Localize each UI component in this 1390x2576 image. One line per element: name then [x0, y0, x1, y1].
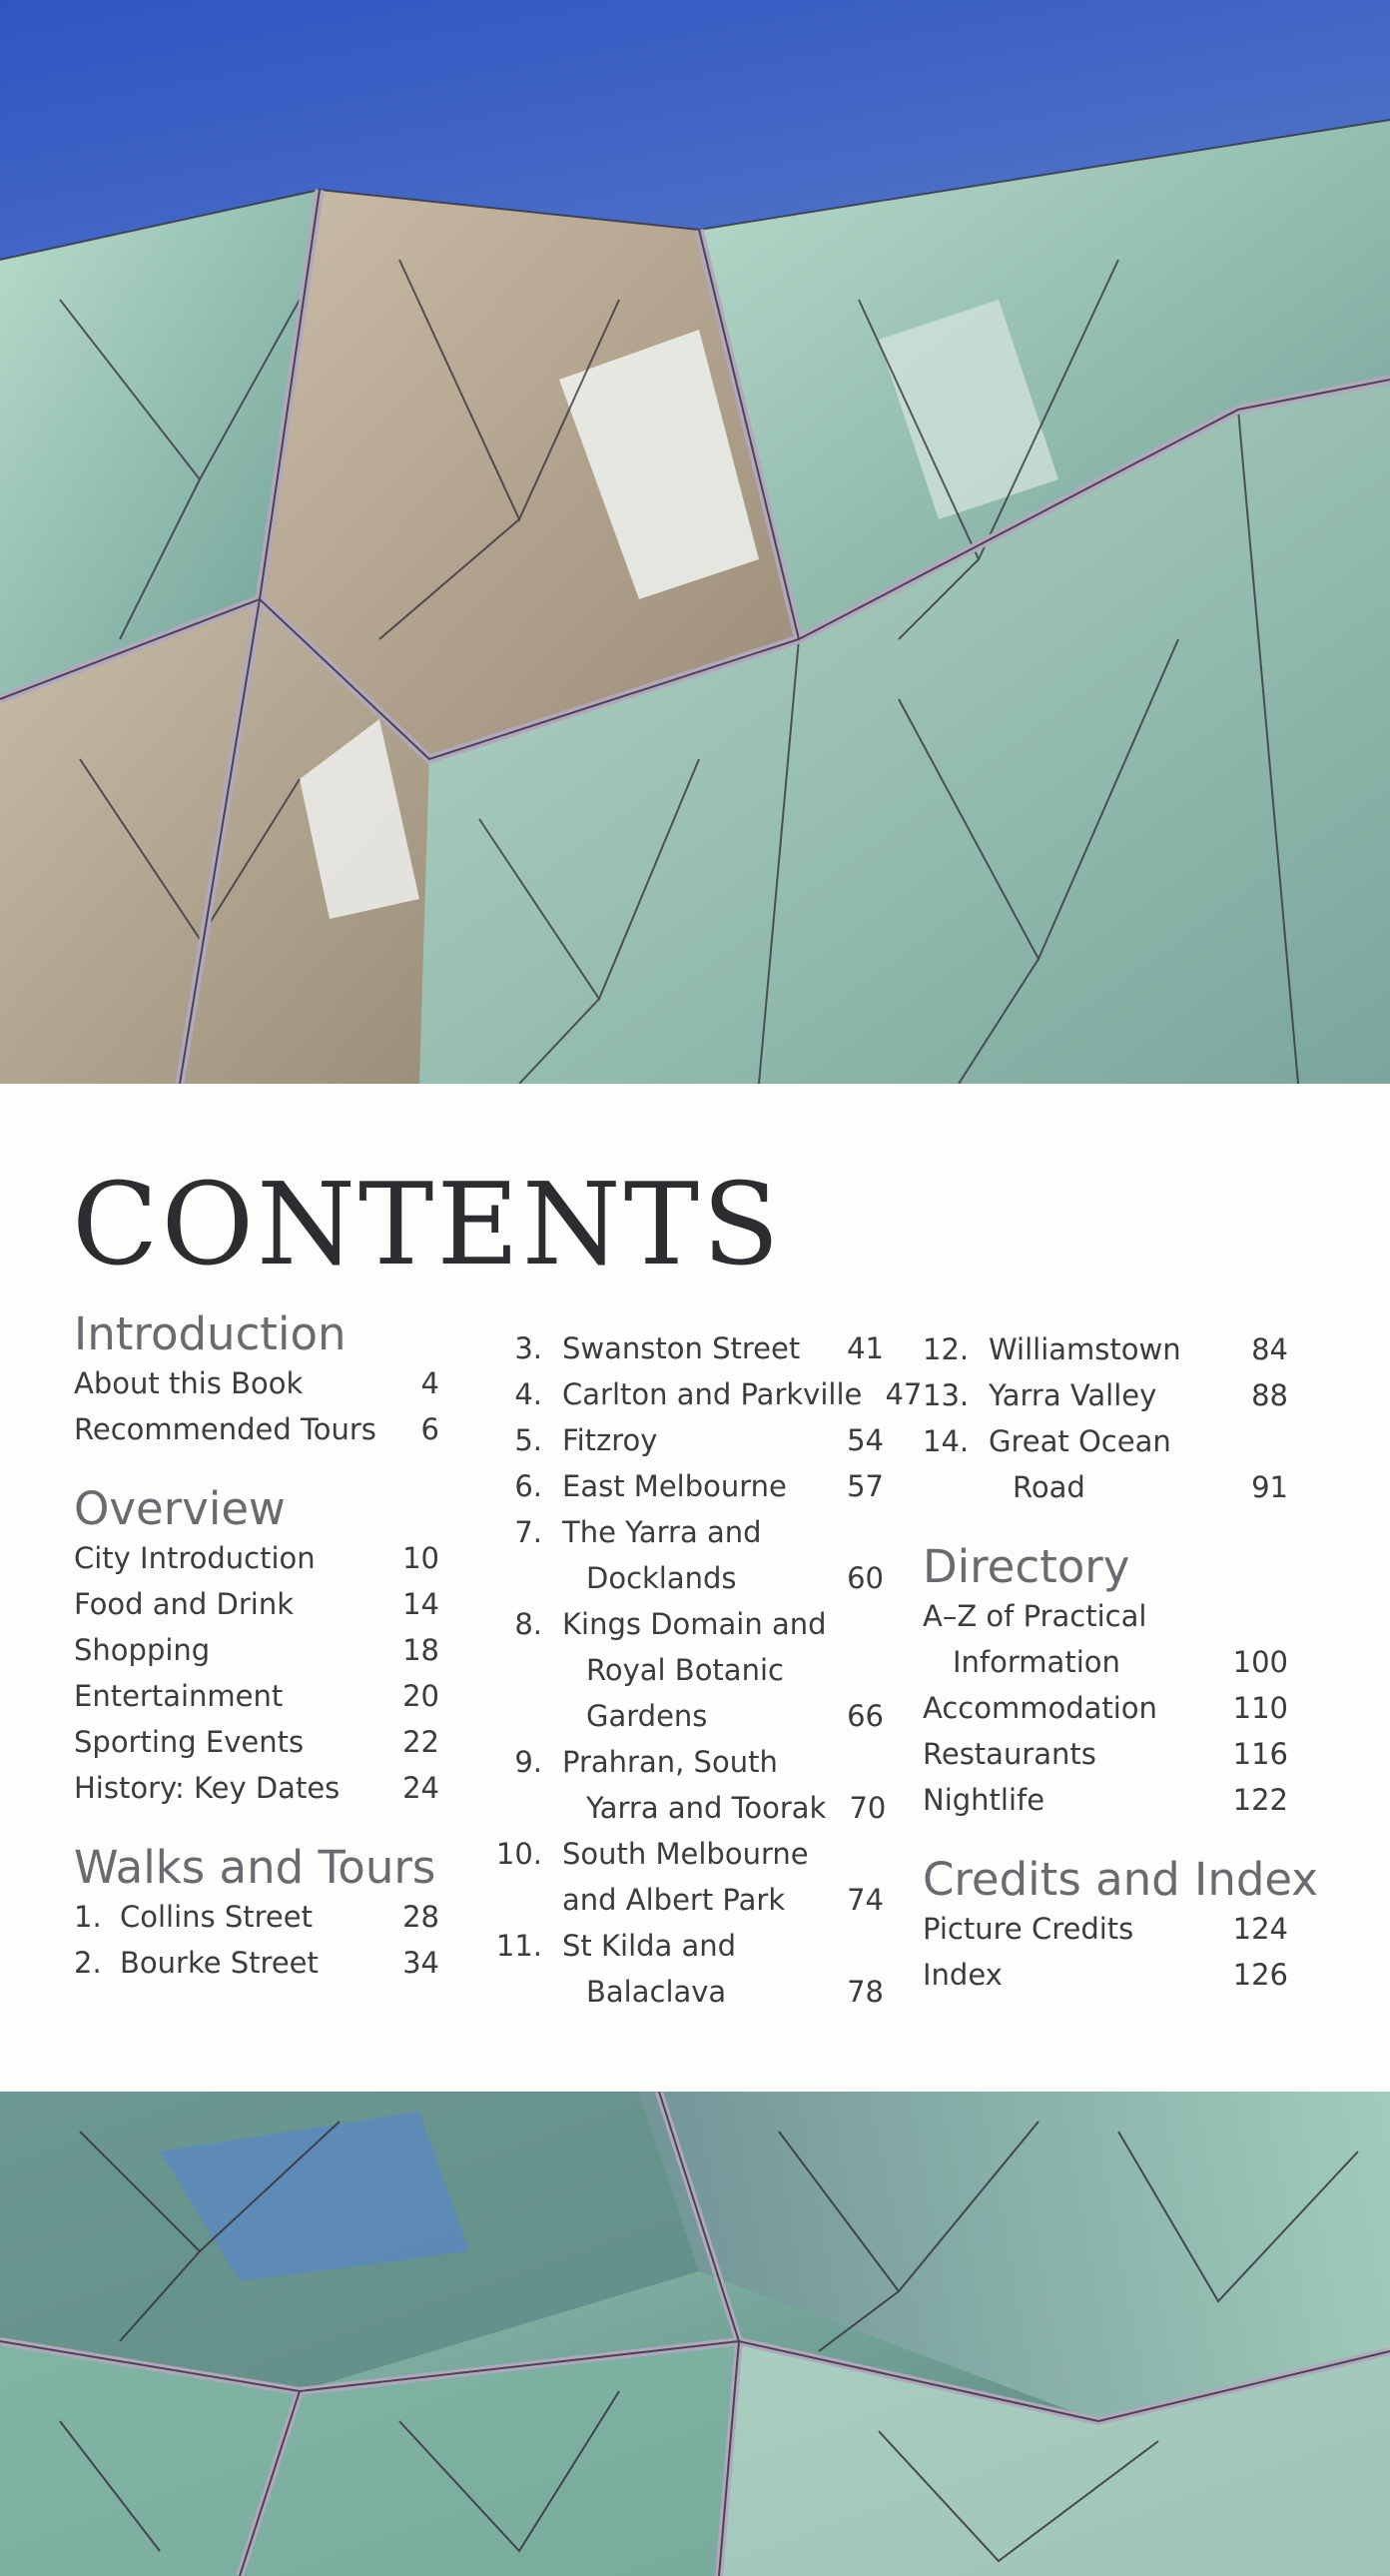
toc-entry[interactable] — [74, 1406, 439, 1452]
facade-illustration-bottom — [0, 2092, 1390, 2576]
toc-entry-label: Yarra and Toorak — [586, 1791, 827, 1825]
toc-entry[interactable] — [74, 1719, 439, 1765]
toc-entry[interactable] — [923, 1593, 1288, 1639]
toc-entry-label: Carlton and Parkville — [562, 1377, 863, 1411]
toc-entry-page: 41 — [847, 1331, 884, 1365]
toc-entry-label: Yarra Valley — [989, 1378, 1157, 1412]
toc-entry[interactable] — [494, 1325, 884, 1371]
toc-entry[interactable] — [494, 1463, 884, 1509]
toc-entry-number: 5. — [514, 1423, 542, 1457]
toc-entry-label: Royal Botanic — [586, 1653, 784, 1687]
toc-entry-page: 47 — [885, 1377, 923, 1411]
toc-entry-page: 110 — [1232, 1691, 1288, 1725]
facade-illustration-top — [0, 0, 1390, 1084]
toc-entry-label: Bourke Street — [120, 1946, 319, 1980]
toc-entry-page: 57 — [847, 1469, 884, 1503]
toc-entry-label: St Kilda and — [562, 1929, 737, 1963]
toc-entry[interactable] — [74, 1581, 439, 1627]
toc-entry-continuation[interactable] — [923, 1639, 1288, 1685]
toc-entry-number: 10. — [495, 1837, 542, 1871]
toc-entry-page: 28 — [402, 1900, 439, 1934]
toc-entry-number: 11. — [495, 1929, 542, 1963]
toc-entry-label: Shopping — [74, 1633, 211, 1667]
toc-entry-page: 20 — [402, 1679, 439, 1713]
toc-entry-number: 2. — [74, 1946, 102, 1980]
toc-entry[interactable] — [74, 1535, 439, 1581]
facade-photo-bottom — [0, 2092, 1390, 2576]
toc-entry-page: 70 — [849, 1791, 887, 1825]
toc-entry-page: 24 — [402, 1771, 439, 1805]
toc-entry[interactable] — [923, 1685, 1288, 1731]
toc-entry-label: Prahran, South — [562, 1745, 778, 1779]
toc-entry-page: 84 — [1251, 1332, 1288, 1366]
toc-entry[interactable] — [74, 1673, 439, 1719]
toc-entry-page: 6 — [420, 1412, 439, 1446]
toc-entry[interactable] — [923, 1731, 1288, 1777]
toc-entry[interactable] — [494, 1601, 884, 1647]
toc-entry-continuation[interactable] — [494, 1555, 884, 1601]
toc-entry[interactable] — [74, 1940, 439, 1986]
section-heading-directory: Directory — [923, 1540, 1130, 1593]
toc-entry[interactable] — [923, 1372, 1288, 1418]
toc-entry-label: Entertainment — [74, 1679, 284, 1713]
toc-entry-page: 4 — [420, 1366, 439, 1400]
toc-entry-page: 78 — [847, 1975, 884, 2009]
toc-entry[interactable] — [923, 1777, 1288, 1823]
toc-entry-page: 66 — [847, 1699, 884, 1733]
toc-entry-number: 14. — [923, 1424, 970, 1458]
toc-entry-number: 8. — [514, 1607, 542, 1641]
toc-entry[interactable] — [923, 1952, 1288, 1998]
toc-entry-page: 54 — [847, 1423, 884, 1457]
toc-entry-page: 22 — [402, 1725, 439, 1759]
contents-column-2 — [494, 1325, 923, 2015]
toc-entry-label: The Yarra and — [562, 1515, 762, 1549]
toc-entry-label: Picture Credits — [923, 1912, 1134, 1946]
page-title: CONTENTS — [72, 1159, 783, 1290]
toc-entry[interactable] — [494, 1371, 923, 1417]
toc-entry-page: 116 — [1232, 1737, 1288, 1771]
toc-entry-label: East Melbourne — [562, 1469, 787, 1503]
facade-photo-top — [0, 0, 1390, 1084]
section-heading-overview: Overview — [74, 1482, 286, 1535]
contents-column-3 — [923, 1326, 1318, 1998]
toc-entry-number: 12. — [923, 1332, 970, 1366]
section-heading-walks-and-tours: Walks and Tours — [74, 1841, 436, 1894]
toc-entry[interactable] — [74, 1765, 439, 1811]
toc-entry-page: 10 — [402, 1541, 439, 1575]
toc-entry[interactable] — [923, 1418, 1288, 1464]
toc-entry-label: Swanston Street — [562, 1331, 801, 1365]
toc-entry-page: 122 — [1232, 1783, 1288, 1817]
toc-entry-continuation[interactable] — [494, 1647, 884, 1693]
toc-entry-continuation[interactable] — [494, 1969, 884, 2015]
toc-entry[interactable] — [494, 1923, 884, 1969]
toc-entry-continuation[interactable] — [494, 1877, 884, 1923]
toc-entry-page: 74 — [847, 1883, 884, 1917]
toc-entry[interactable] — [923, 1906, 1288, 1952]
toc-entry[interactable] — [74, 1360, 439, 1406]
toc-entry-page: 91 — [1251, 1470, 1288, 1504]
section-heading-credits-and-index: Credits and Index — [923, 1853, 1318, 1906]
toc-entry-number: 9. — [514, 1745, 542, 1779]
section-heading-introduction: Introduction — [74, 1307, 347, 1360]
toc-entry-label: City Introduction — [74, 1541, 316, 1575]
toc-entry-label: Information — [953, 1645, 1120, 1679]
toc-entry-number: 13. — [923, 1378, 970, 1412]
toc-entry-label: Fitzroy — [562, 1423, 658, 1457]
toc-entry-label: Recommended Tours — [74, 1412, 376, 1446]
toc-entry-label: Williamstown — [989, 1332, 1181, 1366]
toc-entry-continuation[interactable] — [494, 1693, 884, 1739]
toc-entry[interactable] — [74, 1894, 439, 1940]
toc-entry-label: Nightlife — [923, 1783, 1045, 1817]
toc-entry-page: 34 — [402, 1946, 439, 1980]
toc-entry-label: Balaclava — [586, 1975, 727, 2009]
toc-entry-number: 3. — [514, 1331, 542, 1365]
toc-entry-page: 60 — [847, 1561, 884, 1595]
toc-entry[interactable] — [923, 1326, 1288, 1372]
toc-entry-label: Gardens — [586, 1699, 708, 1733]
toc-entry[interactable] — [494, 1831, 884, 1877]
toc-entry[interactable] — [494, 1739, 884, 1785]
toc-entry-page: 14 — [402, 1587, 439, 1621]
toc-entry-page: 88 — [1251, 1378, 1288, 1412]
toc-entry-label: Kings Domain and — [562, 1607, 827, 1641]
contents-column-1 — [74, 1308, 439, 1986]
toc-entry-label: History: Key Dates — [74, 1771, 341, 1805]
toc-entry-label: Index — [923, 1958, 1003, 1992]
toc-entry-label: A–Z of Practical — [923, 1599, 1147, 1633]
toc-entry-page: 100 — [1232, 1645, 1288, 1679]
toc-entry[interactable] — [74, 1627, 439, 1673]
toc-entry-label: and Albert Park — [562, 1883, 786, 1917]
toc-entry-label: Collins Street — [120, 1900, 313, 1934]
toc-entry-page: 126 — [1232, 1958, 1288, 1992]
toc-entry-label: Sporting Events — [74, 1725, 305, 1759]
toc-entry-page: 18 — [402, 1633, 439, 1667]
toc-entry[interactable] — [494, 1509, 884, 1555]
toc-entry-number: 6. — [514, 1469, 542, 1503]
toc-entry-label: South Melbourne — [562, 1837, 809, 1871]
toc-entry[interactable] — [494, 1417, 884, 1463]
toc-entry-label: Road — [1013, 1470, 1085, 1504]
toc-entry-number: 4. — [514, 1377, 542, 1411]
toc-entry-label: About this Book — [74, 1366, 304, 1400]
toc-entry-label: Accommodation — [923, 1691, 1157, 1725]
toc-entry-number: 1. — [74, 1900, 102, 1934]
toc-entry-label: Docklands — [586, 1561, 737, 1595]
toc-entry-label: Restaurants — [923, 1737, 1096, 1771]
toc-entry-continuation[interactable] — [494, 1785, 887, 1831]
toc-entry-continuation[interactable] — [923, 1464, 1288, 1510]
toc-entry-label: Food and Drink — [74, 1587, 295, 1621]
toc-entry-page: 124 — [1232, 1912, 1288, 1946]
toc-entry-number: 7. — [514, 1515, 542, 1549]
toc-entry-label: Great Ocean — [989, 1424, 1171, 1458]
